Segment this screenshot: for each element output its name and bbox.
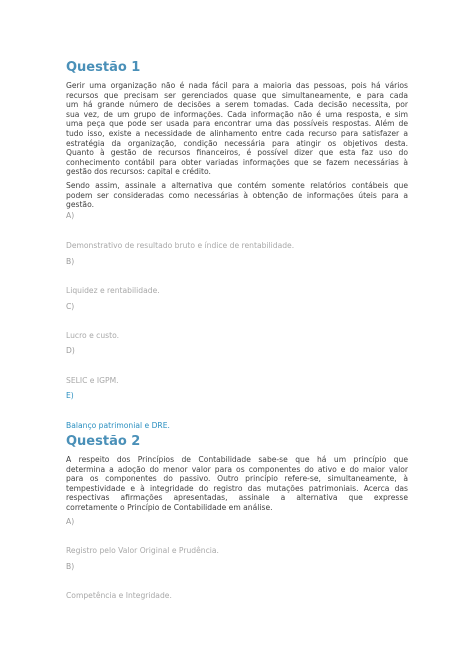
option-a-text[interactable]: Demonstrativo de resultado bruto e índice de rentabilidade. [66,241,295,250]
text-line: tudo isso, existe a necessidade de alinhamento entre cada recurso para satisfazer a [66,128,408,138]
text-line: Sendo assim, assinale a alternativa que contém somente relatórios contábeis que [66,181,408,190]
question-1-instruction [66,181,408,210]
q2-option-a-text[interactable]: Registro pelo Valor Original e Prudência. [66,546,219,555]
text-line: determina a adoção do menor valor para os componentes do ativo e do maior valor [66,464,408,474]
text-line: A respeito dos Princípios de Contabilidade sabe-se que há um princípio que [66,455,408,464]
text-line: corretamente o Princípio de Contabilidade em análise. [66,502,273,512]
question-1-statement [66,81,408,177]
text-line: podem ser consideradas como necessárias à obtenção de informações úteis para a [66,190,408,200]
q2-option-b-text[interactable]: Competência e Integridade. [66,591,172,600]
option-c-label[interactable]: C) [66,302,75,311]
option-d-label[interactable]: D) [66,346,75,355]
option-e-text[interactable]: Balanço patrimonial e DRE. [66,421,170,430]
option-c-text[interactable]: Lucro e custo. [66,331,120,340]
text-line: Gerir uma organização não é nada fácil para a maioria das pessoas, pois há vários [66,81,408,90]
text-line: respectivas afirmações apresentadas, assinale a alternativa que expresse [66,493,408,503]
q2-option-b-label[interactable]: B) [66,562,75,571]
text-line: uma peça que pode ser usada para encontrar uma das possíveis respostas. Além de [66,119,408,129]
text-line: gestão dos recursos: capital e crédito. [66,167,211,177]
text-line: gestão. [66,200,95,210]
question-2-statement [66,455,408,513]
text-line: recursos que precisam ser gerenciados quase que simultaneamente, e para cada [66,90,408,100]
option-d-text[interactable]: SELIC e IGPM. [66,376,119,385]
option-e-label[interactable]: E) [66,391,74,400]
option-a-label[interactable]: A) [66,211,75,220]
option-b-text[interactable]: Liquidez e rentabilidade. [66,286,160,295]
text-line: um há grande número de decisões a serem tomadas. Cada decisão necessita, por [66,100,408,110]
question-1-title: Questão 1 [66,60,141,75]
question-2-title: Questão 2 [66,434,141,449]
text-line: sua vez, de um grupo de informações. Cada informação não é uma resposta, e sim [66,109,408,119]
text-line: para os componentes do passivo. Outro princípio refere-se, simultaneamente, à [66,474,408,484]
text-line: Quanto à gestão de recursos financeiros, é possível dizer que esta faz uso do [66,148,408,158]
q2-option-a-label[interactable]: A) [66,517,75,526]
text-line: tempestividade e à integridade do registro das mutações patrimoniais. Acerca das [66,483,408,493]
text-line: conhecimento contábil para obter variadas informações que se fazem necessárias à [66,157,408,167]
text-line: estratégia da organização, condição necessária para atingir os objetivos desta. [66,138,408,148]
option-b-label[interactable]: B) [66,257,75,266]
